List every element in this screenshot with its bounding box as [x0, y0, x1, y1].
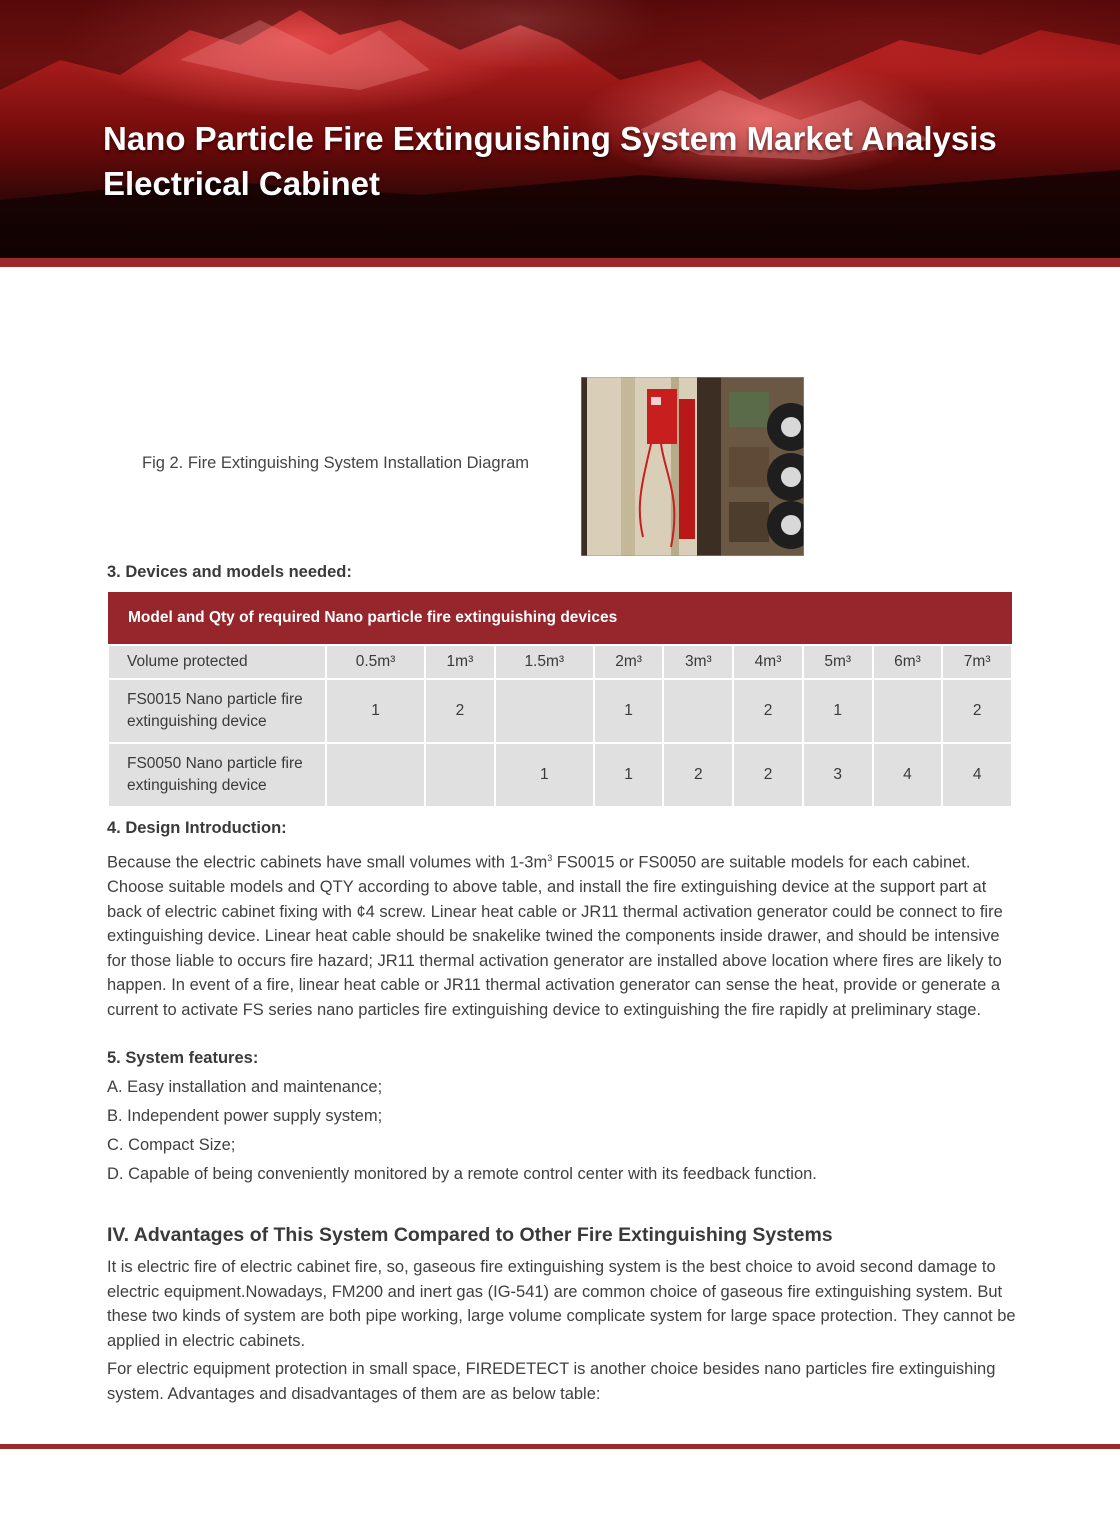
section-3-heading: 3. Devices and models needed:	[107, 563, 352, 581]
qty-cell: 2	[733, 743, 803, 807]
qty-cell: 4	[942, 743, 1012, 807]
feature-item: D. Capable of being conveniently monitored by a remote control center with its feedback function.	[107, 1165, 817, 1183]
table-row	[108, 743, 1012, 807]
section-4-heading: 4. Design Introduction:	[107, 819, 287, 837]
device-label-line: extinguishing device	[127, 713, 267, 730]
device-label	[108, 743, 326, 807]
qty-cell: 2	[733, 679, 803, 743]
title-line-2: Electrical Cabinet	[103, 165, 380, 202]
section-5-heading: 5. System features:	[107, 1049, 259, 1067]
header-banner	[0, 0, 1120, 258]
design-text-start: Because the electric cabinets have small volumes with 1-3m	[107, 853, 548, 872]
volume-row	[108, 645, 1012, 679]
qty-cell: 1	[495, 743, 594, 807]
qty-cell	[663, 679, 733, 743]
qty-cell	[495, 679, 594, 743]
qty-cell: 2	[942, 679, 1012, 743]
footer-divider	[0, 1444, 1120, 1449]
qty-cell: 3	[803, 743, 873, 807]
feature-item: A. Easy installation and maintenance;	[107, 1078, 383, 1096]
qty-cell: 2	[663, 743, 733, 807]
volume-cell: 6m³	[873, 645, 943, 679]
volume-cell: 0.5m³	[326, 645, 425, 679]
qty-cell: 1	[594, 679, 664, 743]
design-introduction-paragraph	[107, 846, 1022, 1022]
qty-cell	[326, 743, 425, 807]
volume-cell: 1.5m³	[495, 645, 594, 679]
volume-cell: 3m³	[663, 645, 733, 679]
volume-cell: 7m³	[942, 645, 1012, 679]
device-label	[108, 679, 326, 743]
installation-photo	[581, 377, 804, 556]
qty-cell: 4	[873, 743, 943, 807]
table-row	[108, 679, 1012, 743]
qty-cell: 2	[425, 679, 495, 743]
device-label-line: FS0015 Nano particle fire	[127, 691, 303, 708]
device-label-line: extinguishing device	[127, 777, 267, 794]
volume-cell: 1m³	[425, 645, 495, 679]
qty-cell: 1	[594, 743, 664, 807]
header-divider	[0, 258, 1120, 267]
advantages-paragraph-1: It is electric fire of electric cabinet fire, so, gaseous fire extinguishing system is the best choice to avoid second damage to electric equipment.Nowadays, FM200 and inert gas (IG-541) are common choice of gaseous fire extinguishing system. But these two kinds of system are both pipe working, large volume complicate system for large space protection. They cannot be applied in electric cabinets.	[107, 1258, 1016, 1350]
device-label-line: FS0050 Nano particle fire	[127, 755, 303, 772]
feature-item: B. Independent power supply system;	[107, 1107, 383, 1125]
volume-label: Volume protected	[108, 645, 326, 679]
page-title	[103, 116, 997, 206]
qty-cell	[873, 679, 943, 743]
superscript: 3	[547, 853, 553, 863]
feature-item: C. Compact Size;	[107, 1136, 236, 1154]
figure-caption: Fig 2. Fire Extinguishing System Installation Diagram	[142, 454, 529, 472]
section-iv-heading: IV. Advantages of This System Compared to Other Fire Extinguishing Systems	[107, 1224, 833, 1246]
volume-cell: 2m³	[594, 645, 664, 679]
advantages-paragraph-2: For electric equipment protection in small space, FIREDETECT is another choice besides nano particles fire extinguishing system. Advantages and disadvantages of them are as below table:	[107, 1360, 996, 1403]
table-header: Model and Qty of required Nano particle fire extinguishing devices	[108, 592, 1012, 645]
qty-cell: 1	[803, 679, 873, 743]
volume-cell: 4m³	[733, 645, 803, 679]
design-text-rest: FS0015 or FS0050 are suitable models for each cabinet. Choose suitable models and QTY according to above table, and install the fire extinguishing device at the support part at back of electric cabinet fixing with ¢4 screw. Linear heat cable or JR11 thermal activation generator could be connect to fire extinguishing device. Linear heat cable should be snakelike twined the components inside drawer, and should be intensive for those liable to occurs fire hazard; JR11 thermal activation generator are installed above location where fires are likely to happen. In event of a fire, linear heat cable or JR11 thermal activation generator can sense the heat, provide or generate a current to activate FS series nano particles fire extinguishing device to extinguishing the fire rapidly at preliminary stage.	[107, 853, 1003, 1019]
qty-cell	[425, 743, 495, 807]
title-line-1: Nano Particle Fire Extinguishing System Market Analysis	[103, 120, 997, 157]
qty-cell: 1	[326, 679, 425, 743]
devices-table	[107, 592, 1013, 808]
volume-cell: 5m³	[803, 645, 873, 679]
